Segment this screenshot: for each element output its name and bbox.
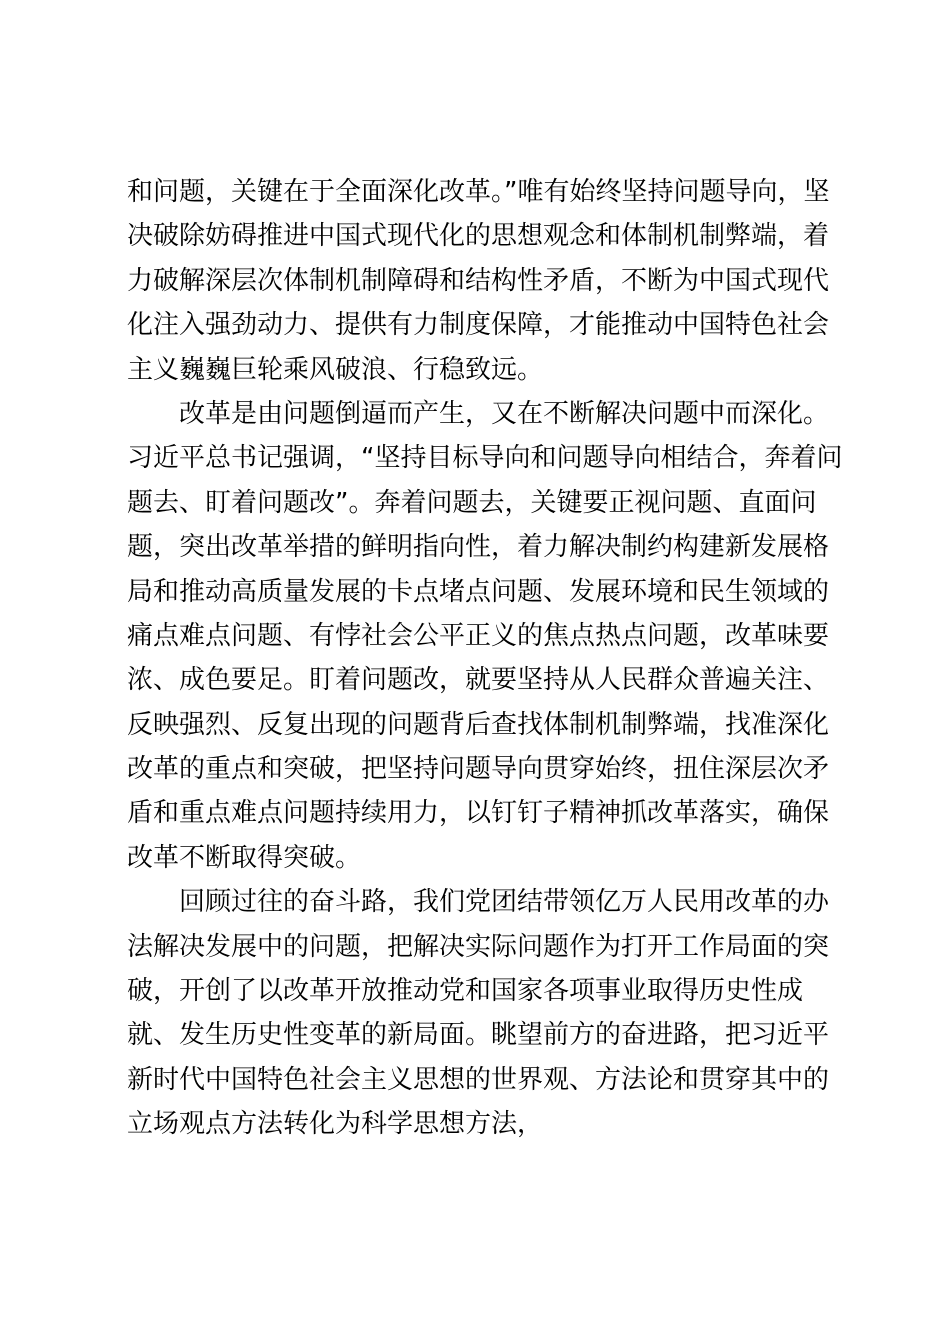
text-line: 反映强烈、反复出现的问题背后查找体制机制弊端，找准深化: [127, 709, 830, 740]
text-line: 法解决发展中的问题，把解决实际问题作为打开工作局面的突: [127, 931, 830, 962]
text-line: 改革不断取得突破。: [127, 842, 362, 873]
text-line: 盾和重点难点问题持续用力，以钉钉子精神抓改革落实，确保: [127, 798, 830, 829]
text-line: 立场观点方法转化为科学思想方法，: [127, 1109, 544, 1140]
text-line: 习近平总书记强调，“坚持目标导向和问题导向相结合，奔着问: [127, 443, 843, 474]
text-line: 题去、盯着问题改”。奔着问题去，关键要正视问题、直面问: [127, 487, 817, 518]
text-line: 新时代中国特色社会主义思想的世界观、方法论和贯穿其中的: [127, 1064, 830, 1095]
text-line: 化注入强劲动力、提供有力制度保障，才能推动中国特色社会: [127, 310, 830, 341]
text-line: 局和推动高质量发展的卡点堵点问题、发展环境和民生领域的: [127, 576, 830, 607]
text-line: 题，突出改革举措的鲜明指向性，着力解决制约构建新发展格: [127, 532, 830, 563]
text-line: 回顾过往的奋斗路，我们党团结带领亿万人民用改革的办: [179, 887, 830, 918]
text-line: 改革的重点和突破，把坚持问题导向贯穿始终，扭住深层次矛: [127, 754, 830, 785]
text-line: 浓、成色要足。盯着问题改，就要坚持从人民群众普遍关注、: [127, 665, 830, 696]
text-line: 力破解深层次体制机制障碍和结构性矛盾，不断为中国式现代: [127, 265, 830, 296]
paragraph-1: [127, 170, 830, 392]
text-line: 破，开创了以改革开放推动党和国家各项事业取得历史性成: [127, 976, 804, 1007]
paragraph-2: [127, 392, 843, 880]
body-text: [127, 170, 843, 1147]
text-line: 决破除妨碍推进中国式现代化的思想观念和体制机制弊端，着: [127, 221, 830, 252]
text-line: 主义巍巍巨轮乘风破浪、行稳致远。: [127, 354, 544, 385]
paragraph-3: [127, 880, 830, 1146]
text-line: 痛点难点问题、有悖社会公平正义的焦点热点问题，改革味要: [127, 620, 830, 651]
text-line: 就、发生历史性变革的新局面。眺望前方的奋进路，把习近平: [127, 1020, 830, 1051]
text-line: 改革是由问题倒逼而产生，又在不断解决问题中而深化。: [179, 398, 830, 429]
text-line: 和问题，关键在于全面深化改革。”唯有始终坚持问题导向，坚: [127, 177, 830, 207]
